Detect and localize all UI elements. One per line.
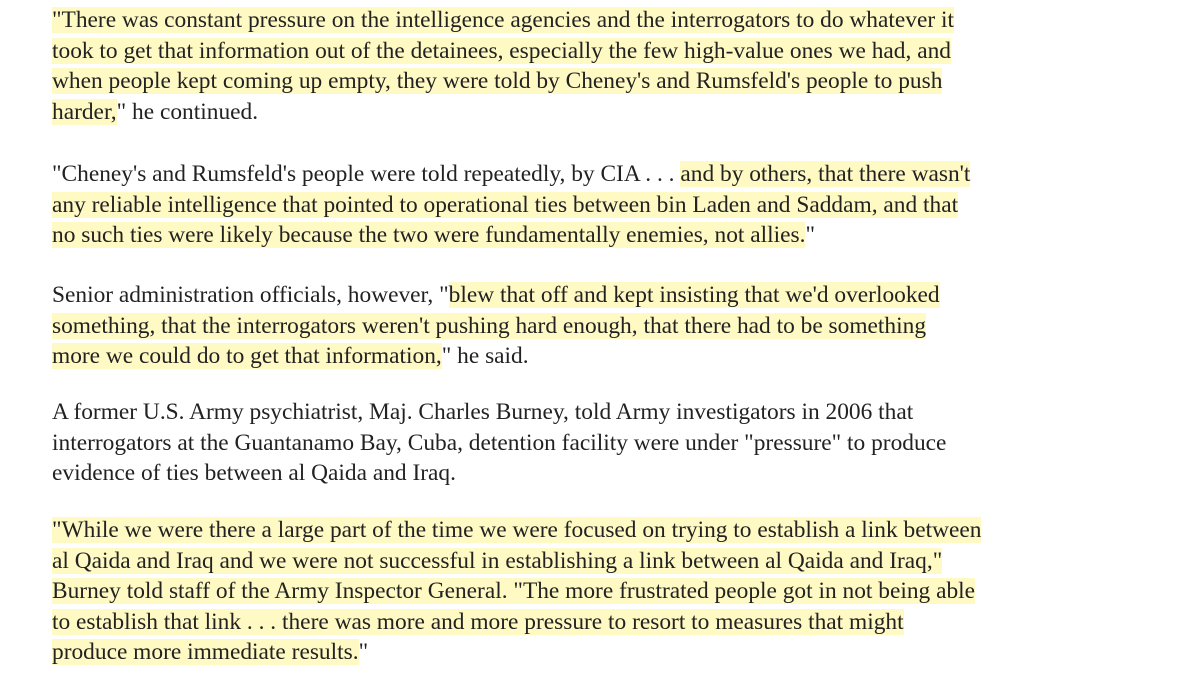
paragraph-line bbox=[52, 190, 970, 221]
paragraph-line bbox=[52, 458, 946, 489]
paragraph-line bbox=[52, 280, 940, 311]
paragraph-line bbox=[52, 159, 970, 190]
paragraph-1 bbox=[52, 5, 954, 127]
paragraph-line bbox=[52, 311, 940, 342]
paragraph-5 bbox=[52, 515, 981, 668]
paragraph-4 bbox=[52, 397, 946, 489]
highlighted-text: "There was constant pressure on the intelligence agencies and the interrogators to do whatever it bbox=[52, 7, 954, 33]
plain-text: " bbox=[805, 222, 816, 248]
highlighted-text: and by others, that there wasn't bbox=[680, 161, 971, 187]
paragraph-line bbox=[52, 5, 954, 36]
paragraph-line bbox=[52, 397, 946, 428]
plain-text: "Cheney's and Rumsfeld's people were told repeatedly, by CIA . . . bbox=[52, 161, 681, 187]
plain-text: " he continued. bbox=[116, 98, 259, 125]
highlighted-text: harder, bbox=[52, 98, 117, 125]
plain-text: " bbox=[358, 639, 369, 665]
plain-text: Senior administration officials, however, " bbox=[52, 282, 449, 308]
plain-text: " he said. bbox=[441, 343, 529, 369]
highlighted-text: more we could do to get that information, bbox=[52, 343, 442, 369]
paragraph-line bbox=[52, 220, 970, 251]
paragraph-line bbox=[52, 428, 946, 459]
paragraph-line bbox=[52, 607, 981, 638]
highlighted-text: to establish that link . . . there was more and more pressure to resort to measures that might bbox=[52, 608, 904, 635]
highlighted-text: something, that the interrogators weren't pushing hard enough, that there had to be something bbox=[52, 312, 927, 339]
highlighted-text: took to get that information out of the detainees, especially the few high-value ones we had, and bbox=[52, 37, 951, 64]
paragraph-2 bbox=[52, 159, 970, 251]
highlighted-text: produce more immediate results. bbox=[52, 639, 359, 665]
highlighted-text: any reliable intelligence that pointed to operational ties between bin Laden and Saddam, and that bbox=[52, 191, 959, 218]
highlighted-text: when people kept coming up empty, they were told by Cheney's and Rumsfeld's people to push bbox=[52, 68, 943, 94]
plain-text: evidence of ties between al Qaida and Iraq. bbox=[52, 460, 456, 486]
paragraph-line bbox=[52, 36, 954, 67]
highlighted-text: Burney told staff of the Army Inspector General. "The more frustrated people got in not being able bbox=[52, 578, 976, 604]
highlighted-text: "While we were there a large part of the time we were focused on trying to establish a link between bbox=[52, 517, 982, 543]
highlighted-text: al Qaida and Iraq and we were not successful in establishing a link between al Qaida and Iraq," bbox=[52, 547, 943, 574]
paragraph-3 bbox=[52, 280, 940, 372]
plain-text: interrogators at the Guantanamo Bay, Cuba, detention facility were under "pressure" to produce bbox=[52, 429, 947, 456]
paragraph-line bbox=[52, 341, 940, 372]
paragraph-line bbox=[52, 97, 954, 128]
highlighted-text: no such ties were likely because the two were fundamentally enemies, not allies. bbox=[52, 222, 806, 248]
paragraph-line bbox=[52, 515, 981, 546]
plain-text: A former U.S. Army psychiatrist, Maj. Charles Burney, told Army investigators in 2006 that bbox=[52, 399, 914, 425]
paragraph-line bbox=[52, 637, 981, 668]
highlighted-text: blew that off and kept insisting that we'd overlooked bbox=[448, 282, 940, 308]
paragraph-line bbox=[52, 576, 981, 607]
paragraph-line bbox=[52, 546, 981, 577]
paragraph-line bbox=[52, 66, 954, 97]
